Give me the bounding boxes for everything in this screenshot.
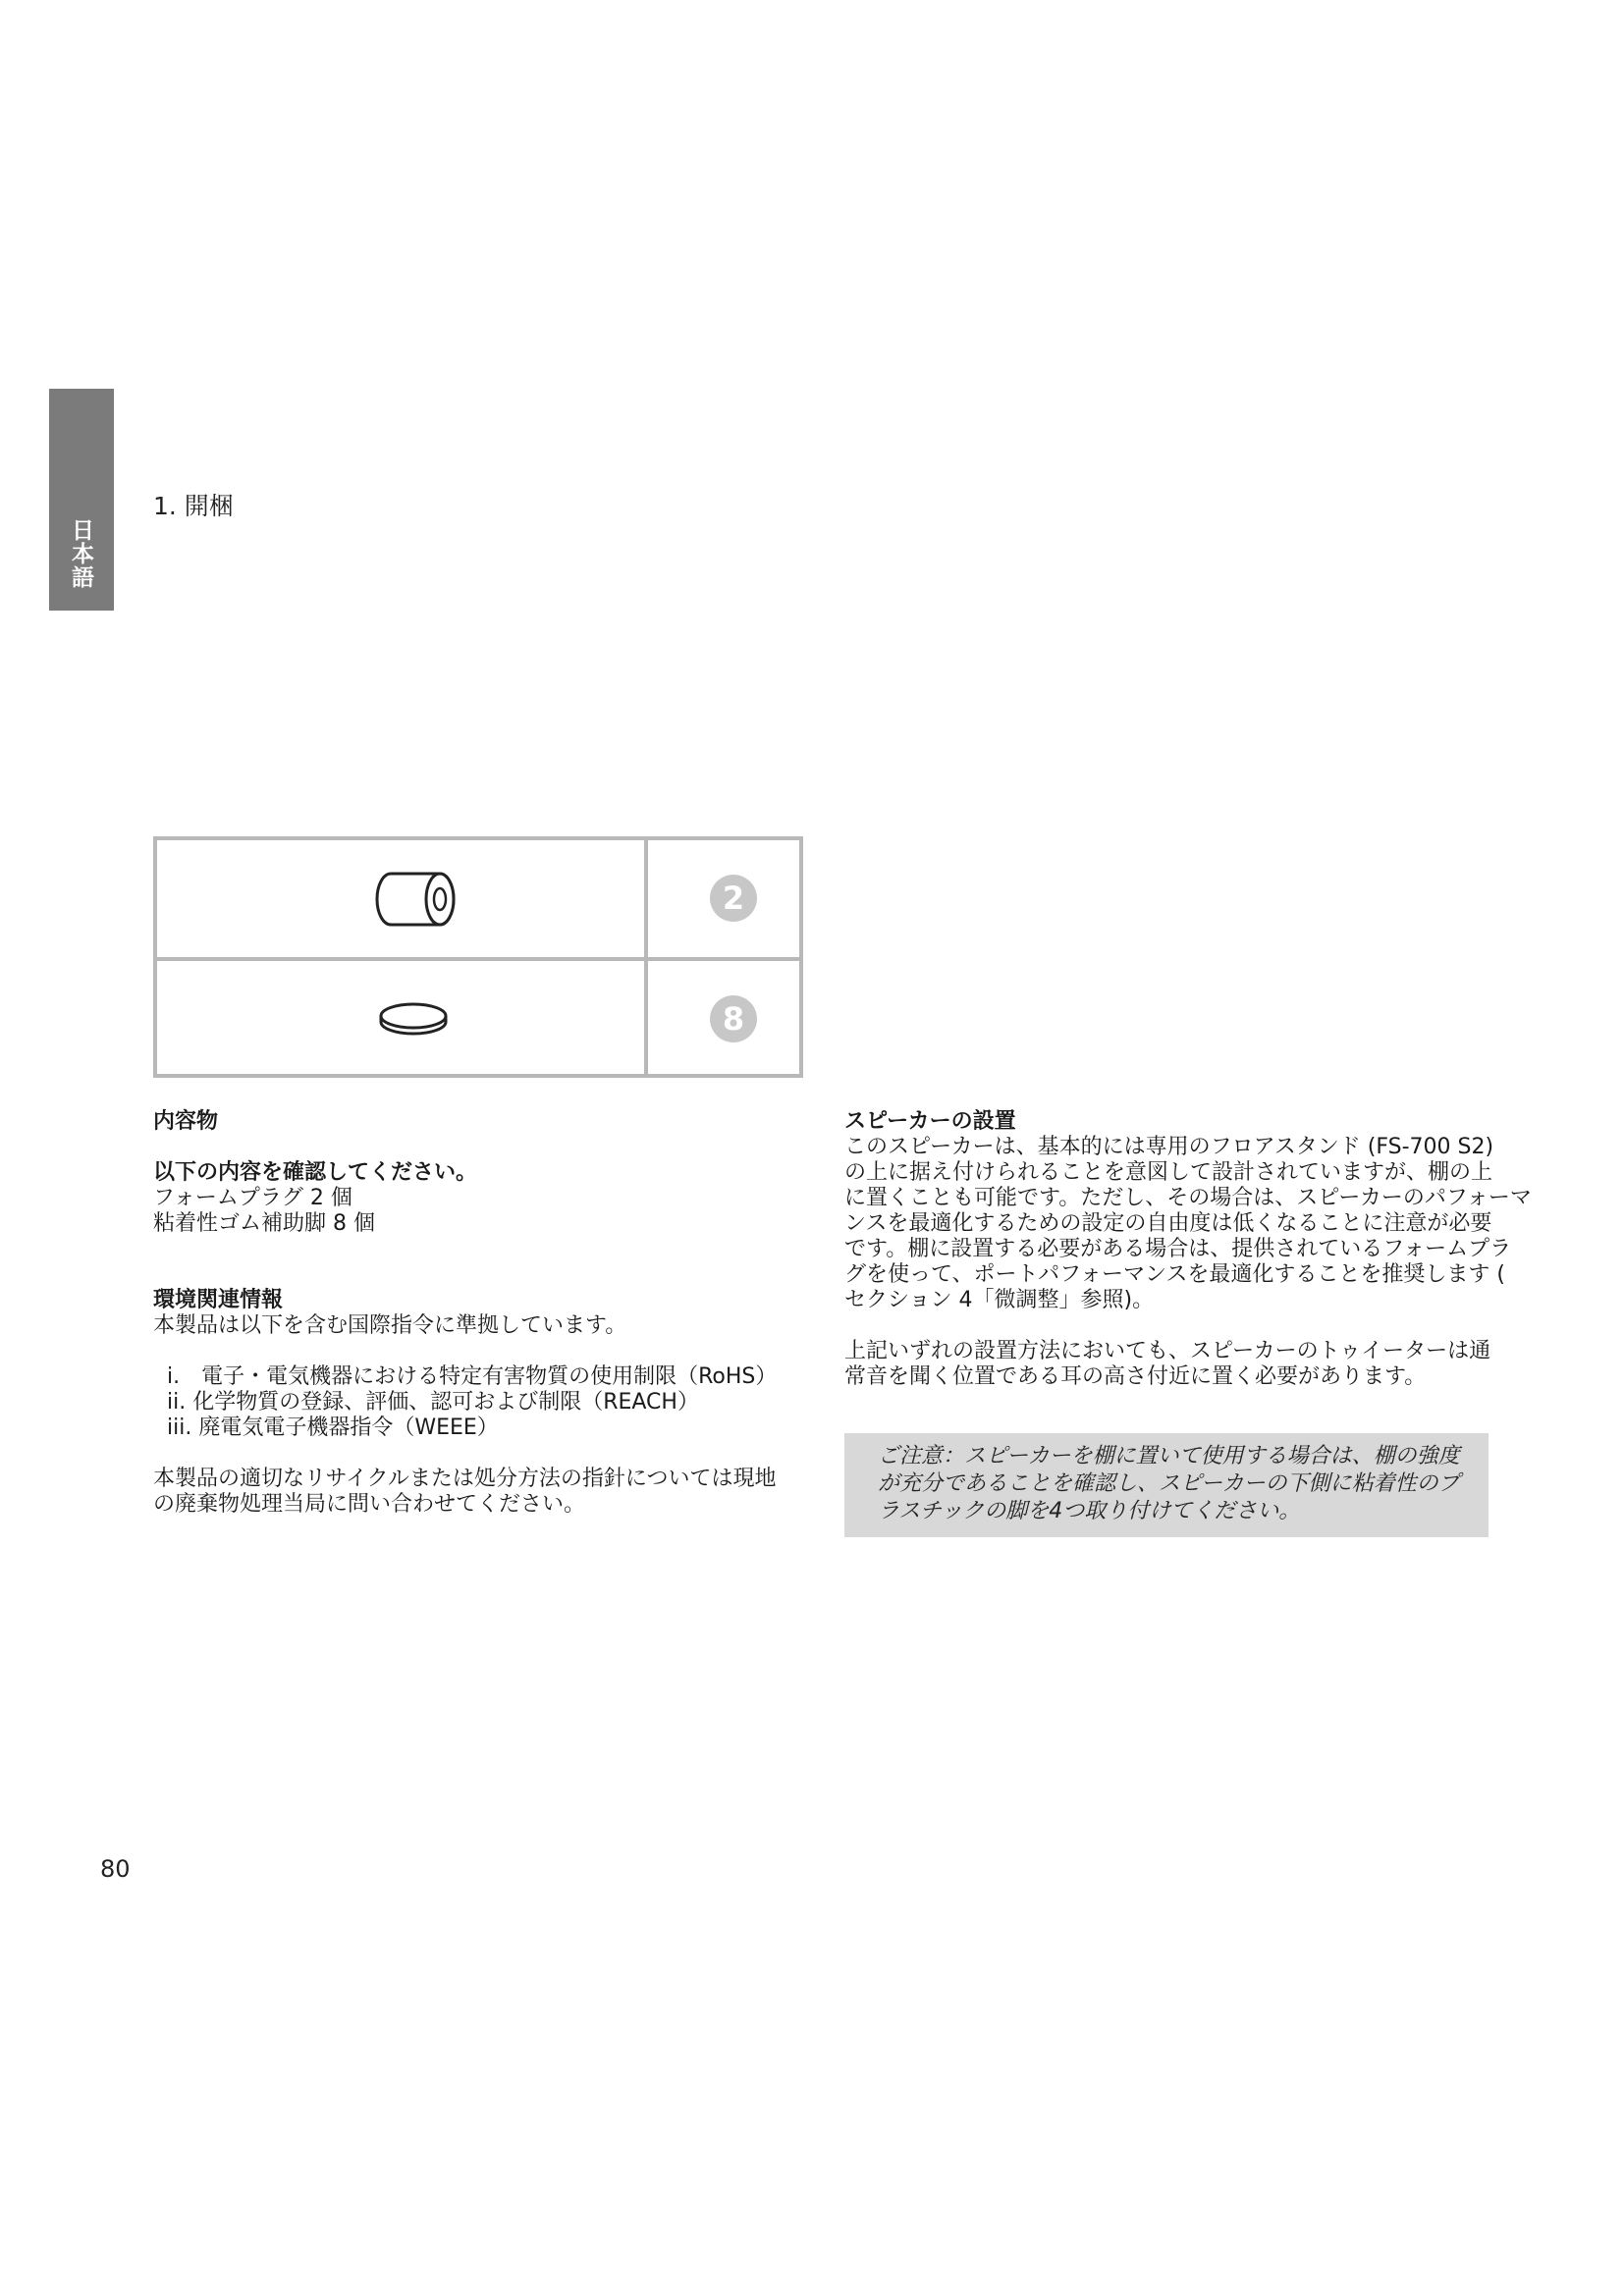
- check-title: 以下の内容を確認してください。: [153, 1160, 478, 1185]
- caution-line: ラスチックの脚を4つ取り付けてください。: [878, 1499, 1301, 1523]
- language-tab-label: 日本語: [68, 518, 93, 589]
- tweeter-text: 常音を聞く位置である耳の高さ付近に置く必要があります。: [844, 1364, 1427, 1389]
- placement-text: です。棚に設置する必要がある場合は、提供されているフォームプラ: [844, 1237, 1512, 1261]
- contents-row: [157, 840, 799, 961]
- placement-text: ンスを最適化するための設定の自由度は低くなることに注意が必要: [844, 1211, 1492, 1236]
- tweeter-text: 上記いずれの設置方法においても、スピーカーのトゥイーターは通: [844, 1339, 1491, 1363]
- directive-item: i. 電子・電気機器における特定有害物質の使用制限（RoHS）: [167, 1364, 778, 1389]
- caution-line: が充分であることを確認し、スピーカーの下側に粘着性のプ: [878, 1471, 1460, 1496]
- rubber-foot-icon: [157, 961, 644, 1078]
- language-tab: [49, 389, 114, 611]
- recycle-text: 本製品の適切なリサイクルまたは処分方法の指針については現地: [153, 1467, 777, 1491]
- right-column: [844, 1109, 1591, 1390]
- contents-title: 内容物: [153, 1109, 219, 1134]
- placement-text: の上に据え付けられることを意図して設計されていますが、棚の上: [844, 1160, 1493, 1185]
- contents-image-cell: [157, 961, 648, 1078]
- environment-title: 環境関連情報: [153, 1288, 284, 1312]
- caution-note: [844, 1433, 1489, 1537]
- contents-item: 粘着性ゴム補助脚 8 個: [153, 1211, 375, 1236]
- placement-text: このスピーカーは、基本的には専用のフロアスタンド (FS-700 S2): [844, 1135, 1494, 1159]
- directive-item: ii. 化学物質の登録、評価、認可および制限（REACH）: [167, 1390, 699, 1415]
- contents-item: フォームプラグ 2 個: [153, 1186, 352, 1210]
- count-badge: 8: [710, 995, 757, 1042]
- caution-note-text: [878, 1443, 1460, 1525]
- contents-row: [157, 961, 799, 1078]
- placement-title: スピーカーの設置: [844, 1109, 1016, 1134]
- placement-text: グを使って、ポートパフォーマンスを最適化することを推奨します (: [844, 1262, 1505, 1287]
- environment-intro: 本製品は以下を含む国際指令に準拠しています。: [153, 1313, 627, 1338]
- count-badge: 2: [710, 875, 757, 922]
- placement-text: セクション 4「微調整」参照)。: [844, 1288, 1155, 1312]
- contents-table: [153, 836, 803, 1078]
- recycle-text: の廃棄物処理当局に問い合わせてください。: [153, 1492, 586, 1517]
- placement-text: に置くことも可能です。ただし、その場合は、スピーカーのパフォーマ: [844, 1186, 1532, 1210]
- foam-plug-icon: [157, 840, 644, 957]
- caution-line: ご注意：スピーカーを棚に置いて使用する場合は、棚の強度: [878, 1444, 1460, 1468]
- page-number: 80: [100, 1855, 131, 1883]
- contents-image-cell: [157, 840, 648, 957]
- section-heading: 1. 開梱: [153, 492, 234, 520]
- directive-item: iii. 廃電気電子機器指令（WEEE）: [167, 1415, 499, 1440]
- left-column: [153, 1109, 821, 1518]
